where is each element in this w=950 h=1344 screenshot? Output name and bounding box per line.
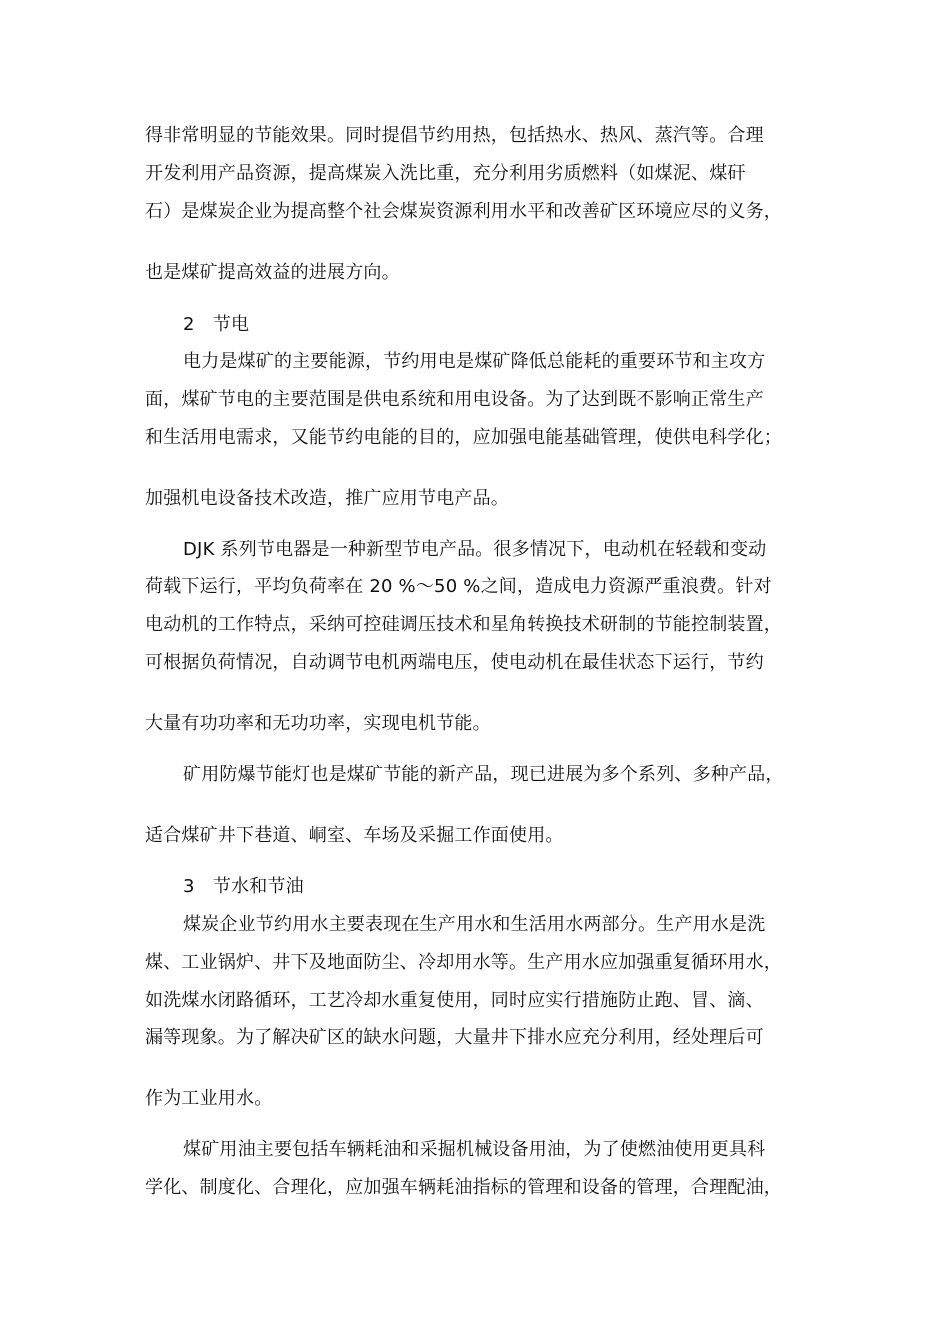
text-line: 煤矿用油主要包括车辆耗油和采掘机械设备用油，为了使燃油使用更具科 bbox=[183, 1139, 766, 1160]
section-heading: 3 节水和节油 bbox=[183, 876, 304, 897]
text-line: 石）是煤炭企业为提高整个社会煤炭资源利用水平和改善矿区环境应尽的义务， bbox=[145, 201, 782, 222]
text-line: 电力是煤矿的主要能源，节约用电是煤矿降低总能耗的重要环节和主攻方 bbox=[183, 351, 766, 372]
text-line: 煤、工业锅炉、井下及地面防尘、冷却用水等。生产用水应加强重复循环用水， bbox=[145, 952, 782, 973]
text-line: 学化、制度化、合理化，应加强车辆耗油指标的管理和设备的管理，合理配油， bbox=[145, 1177, 782, 1198]
text-line: 和生活用电需求，又能节约电能的目的，应加强电能基础管理，使供电科学化； bbox=[145, 427, 782, 448]
text-line: 适合煤矿井下巷道、峒室、车场及采掘工作面使用。 bbox=[145, 825, 564, 846]
text-line: 可根据负荷情况，自动调节电机两端电压，使电动机在最佳状态下运行，节约 bbox=[145, 652, 764, 673]
text-line: 电动机的工作特点，采纳可控硅调压技术和星角转换技术研制的节能控制装置， bbox=[145, 614, 782, 635]
text-line: 煤炭企业节约用水主要表现在生产用水和生活用水两部分。生产用水是洗 bbox=[183, 914, 766, 935]
text-line: 荷载下运行，平均负荷率在 20 %～50 %之间，造成电力资源严重浪费。针对 bbox=[145, 576, 772, 597]
text-line: 大量有功功率和无功功率，实现电机节能。 bbox=[145, 713, 491, 734]
text-line: 矿用防爆节能灯也是煤矿节能的新产品，现已进展为多个系列、多种产品， bbox=[183, 764, 784, 785]
text-line: DJK 系列节电器是一种新型节电产品。很多情况下，电动机在轻载和变动 bbox=[183, 539, 767, 560]
text-line: 面，煤矿节电的主要范围是供电系统和用电设备。为了达到既不影响正常生产 bbox=[145, 389, 764, 410]
text-line: 作为工业用水。 bbox=[145, 1088, 273, 1109]
text-line: 漏等现象。为了解决矿区的缺水问题，大量井下排水应充分利用，经处理后可 bbox=[145, 1027, 764, 1048]
text-line: 也是煤矿提高效益的进展方向。 bbox=[145, 262, 400, 283]
text-line: 开发利用产品资源，提高煤炭入洗比重，充分利用劣质燃料（如煤泥、煤矸 bbox=[145, 163, 746, 184]
text-line: 如洗煤水闭路循环，工艺冷却水重复使用，同时应实行措施防止跑、冒、滴、 bbox=[145, 990, 764, 1011]
text-line: 得非常明显的节能效果。同时提倡节约用热，包括热水、热风、蒸汽等。合理 bbox=[145, 125, 764, 146]
text-line: 加强机电设备技术改造，推广应用节电产品。 bbox=[145, 488, 509, 509]
section-heading: 2 节电 bbox=[183, 314, 250, 335]
